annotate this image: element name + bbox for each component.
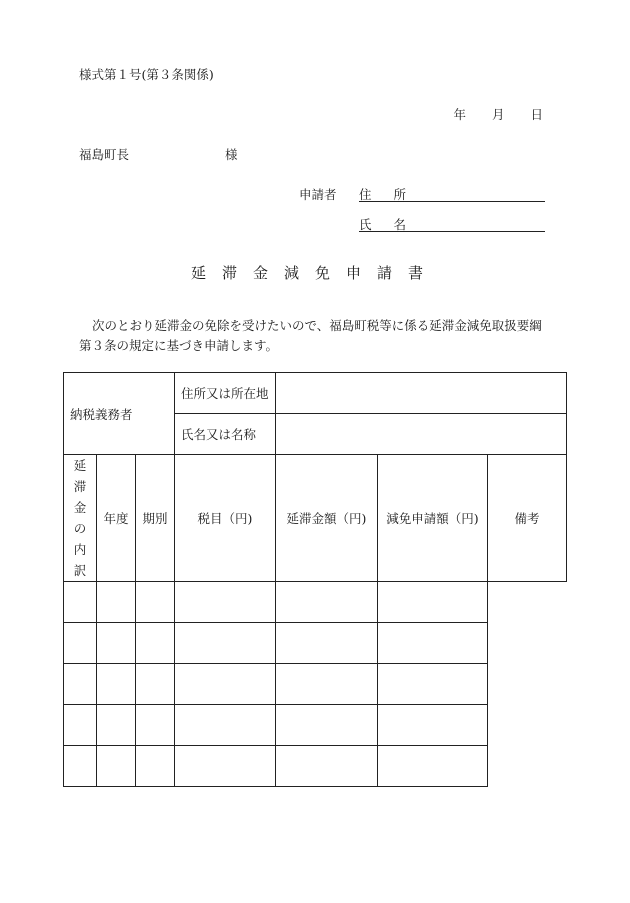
- body-text: [79, 316, 549, 356]
- addressee: [79, 145, 238, 163]
- col-remarks: 備考: [488, 455, 567, 582]
- breakdown-cell[interactable]: [378, 664, 488, 705]
- breakdown-cell[interactable]: [175, 705, 276, 746]
- col-tax-item: 税目（円): [175, 455, 276, 582]
- form-number: 様式第１号(第３条関係): [79, 67, 214, 82]
- breakdown-label-char: の: [73, 521, 87, 536]
- breakdown-label-char: 訳: [73, 563, 87, 578]
- breakdown-cell[interactable]: [97, 746, 136, 787]
- breakdown-label-char: 金: [73, 500, 87, 515]
- breakdown-row: [64, 664, 567, 705]
- date-year: 年: [453, 107, 466, 122]
- breakdown-cell[interactable]: [276, 705, 378, 746]
- applicant-name-field[interactable]: [359, 215, 545, 232]
- breakdown-cell[interactable]: [97, 623, 136, 664]
- breakdown-cell[interactable]: [136, 582, 175, 623]
- name-row-label: 氏名又は名称: [175, 414, 276, 455]
- breakdown-cell[interactable]: [64, 705, 97, 746]
- breakdown-cell[interactable]: [136, 746, 175, 787]
- breakdown-cell[interactable]: [136, 664, 175, 705]
- breakdown-row: [64, 746, 567, 787]
- breakdown-label-char: 内: [73, 542, 87, 557]
- breakdown-cell[interactable]: [136, 705, 175, 746]
- breakdown-label-char: 延: [73, 458, 87, 473]
- applicant-address-label: 住所: [359, 187, 429, 202]
- addressee-suffix: 様: [225, 147, 238, 162]
- breakdown-cell[interactable]: [97, 664, 136, 705]
- document-title: 延滞金減免申請書: [190, 264, 439, 282]
- breakdown-cell[interactable]: [64, 746, 97, 787]
- breakdown-header-row: [64, 455, 567, 582]
- taxpayer-name-cell[interactable]: [276, 414, 567, 455]
- breakdown-row: [64, 705, 567, 746]
- breakdown-cell[interactable]: [64, 623, 97, 664]
- breakdown-cell[interactable]: [97, 705, 136, 746]
- breakdown-cell[interactable]: [175, 623, 276, 664]
- taxpayer-label: 納税義務者: [64, 373, 175, 455]
- col-fiscal-year: 年度: [97, 455, 136, 582]
- breakdown-cell[interactable]: [64, 582, 97, 623]
- col-late-fee: 延滞金額（円): [276, 455, 378, 582]
- taxpayer-address-cell[interactable]: [276, 373, 567, 414]
- body-paragraph: 次のとおり延滞金の免除を受けたいので、福島町税等に係る延滞金減免取扱要綱第３条の規定に基づき申請します。: [79, 318, 542, 353]
- breakdown-cell[interactable]: [175, 746, 276, 787]
- applicant-label: 申請者: [299, 187, 337, 202]
- breakdown-label-char: 滞: [73, 479, 87, 494]
- breakdown-cell[interactable]: [175, 664, 276, 705]
- breakdown-cell[interactable]: [276, 623, 378, 664]
- application-table: [63, 372, 567, 787]
- date-month: 月: [491, 107, 505, 122]
- address-row-label: 住所又は所在地: [175, 373, 276, 414]
- applicant-address-field[interactable]: [359, 185, 545, 202]
- breakdown-cell[interactable]: [276, 664, 378, 705]
- breakdown-cell[interactable]: [136, 623, 175, 664]
- breakdown-cell[interactable]: [64, 664, 97, 705]
- col-period: 期別: [136, 455, 175, 582]
- date-day: 日: [530, 107, 543, 122]
- addressee-name: 福島町長: [79, 147, 130, 162]
- col-reduction-amount: 減免申請額（円): [378, 455, 488, 582]
- breakdown-cell[interactable]: [97, 582, 136, 623]
- breakdown-cell[interactable]: [276, 746, 378, 787]
- breakdown-cell[interactable]: [378, 746, 488, 787]
- breakdown-cell[interactable]: [378, 582, 488, 623]
- breakdown-label: [64, 455, 97, 582]
- breakdown-cell[interactable]: [276, 582, 378, 623]
- breakdown-cell[interactable]: [378, 705, 488, 746]
- taxpayer-address-row: [64, 373, 567, 414]
- applicant-name-label: 氏名: [359, 217, 429, 232]
- breakdown-row: [64, 623, 567, 664]
- date-line: [427, 105, 543, 123]
- breakdown-cell[interactable]: [378, 623, 488, 664]
- breakdown-row: [64, 582, 567, 623]
- breakdown-cell[interactable]: [175, 582, 276, 623]
